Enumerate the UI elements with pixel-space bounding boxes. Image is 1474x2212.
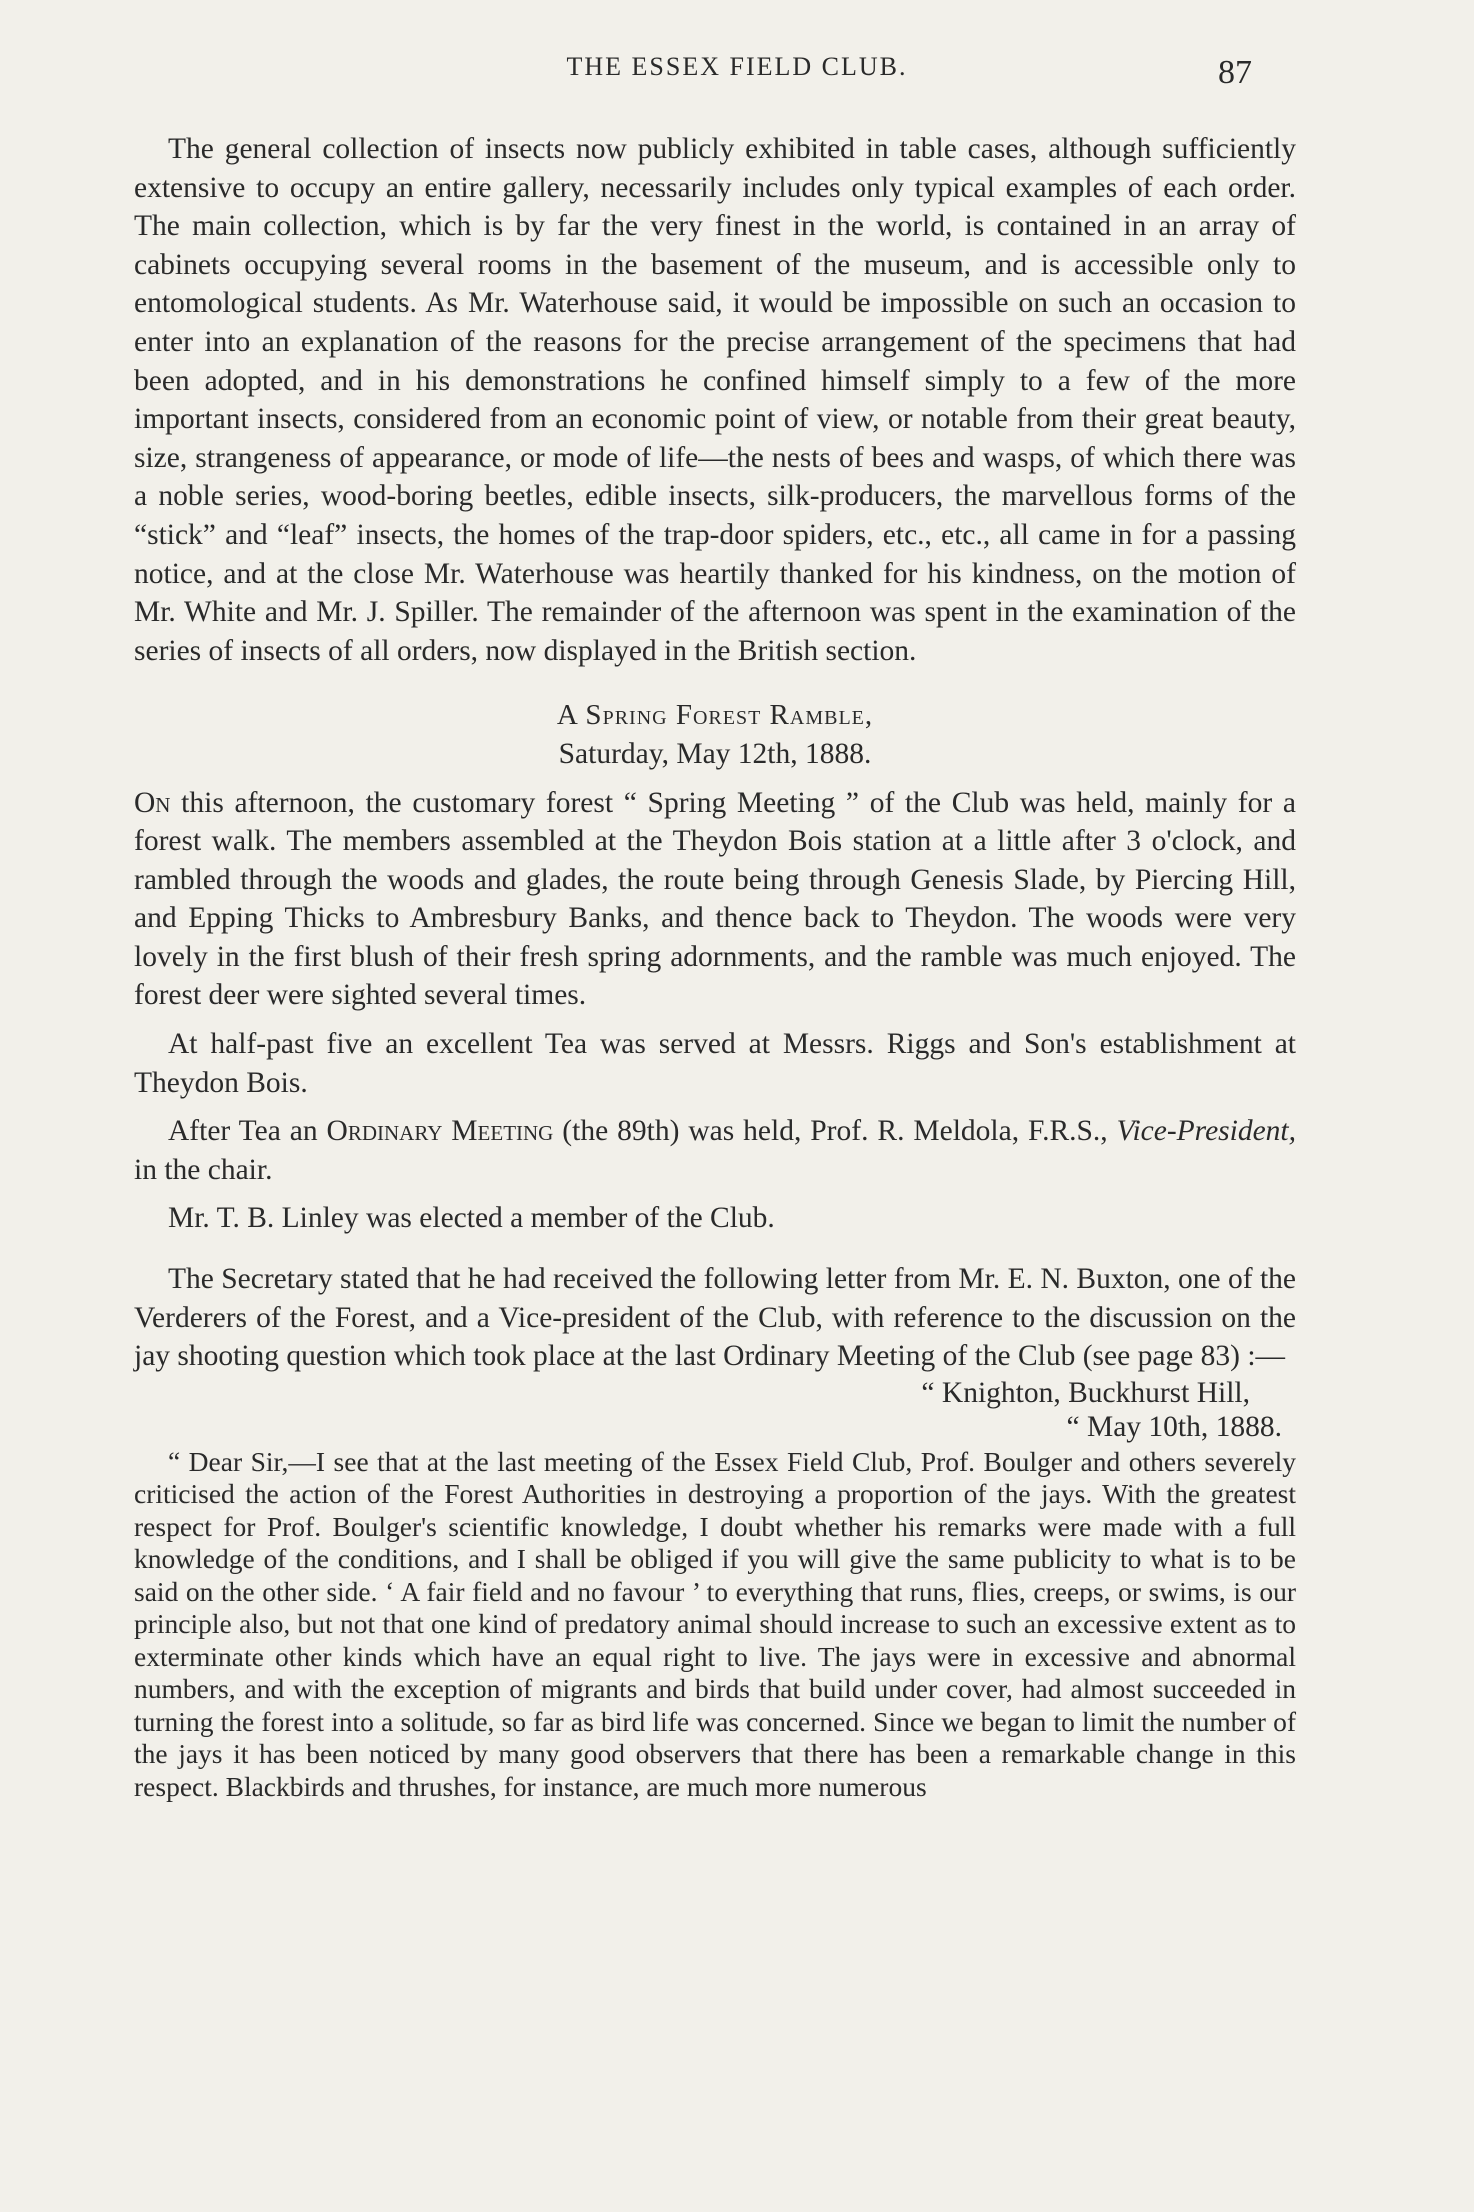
paragraph-ordinary-meeting xyxy=(134,1112,1296,1189)
letter-date: “ May 10th, 1888. xyxy=(1066,1410,1282,1443)
meeting-text-c: in the chair. xyxy=(134,1153,273,1186)
section-title xyxy=(134,696,1296,735)
chair-role: Vice-President, xyxy=(1116,1115,1297,1148)
page-number: 87 xyxy=(1218,54,1252,91)
paragraph-secretary-letter: The Secretary stated that he had received the following letter from Mr. E. N. Buxton, one of the Verderers of the Forest, and a Vice-president of the Club, with reference to the discussion on the jay shooting question which took place at the last Ordinary Meeting of the Club (see page 83) :— xyxy=(134,1263,1297,1373)
section-title-text: A Spring Forest Ramble, xyxy=(556,699,874,732)
meeting-text-a: After Tea an xyxy=(168,1115,327,1148)
paragraph-spring-meeting-text: this afternoon, the customary forest “ Spring Meeting ” of the Club was held, mainly for a forest walk. The members assembled at the Theydon Bois station at a little after 3 o'clock, and rambled through the woods and glades, the route being through Genesis Slade, by Piercing Hill, and Epping Thicks to Ambresbury Banks, and thence back to Theydon. The woods were very lovely in the first blush of their fresh spring adornments, and the ramble was much enjoyed. The forest deer were sighted several times. xyxy=(134,786,1296,1012)
paragraph-tea: At half-past five an excellent Tea was served at Messrs. Riggs and Son's establishment at Theydon Bois. xyxy=(134,1028,1296,1099)
meeting-text-b: (the 89th) was held, Prof. R. Meldola, F.R.S., xyxy=(553,1115,1117,1148)
section-date: Saturday, May 12th, 1888. xyxy=(558,737,872,770)
paragraph-spring-meeting xyxy=(134,784,1296,1016)
paragraph-insect-collection: The general collection of insects now publicly exhibited in table cases, although sufficiently extensive to occupy an entire gallery, necessarily includes only typical examples of each order. The main collection, which is by far the very finest in the world, is contained in an array of cabinets occupying several rooms in the basement of the museum, and is accessible only to entomological students. As Mr. Waterhouse said, it would be impossible on such an occasion to enter into an explanation of the reasons for the precise arrangement of the specimens that had been adopted, and in his demonstrations he confined himself simply to a few of the more important insects, considered from an economic point of view, or notable from their great beauty, size, strangeness of appearance, or mode of life—the nests of bees and wasps, of which there was a noble series, wood-boring beetles, edible insects, silk-producers, the marvellous forms of the “stick” and “leaf” insects, the homes of the trap-door spiders, etc., etc., all came in for a passing notice, and at the close Mr. Waterhouse was heartily thanked for his kindness, on the motion of Mr. White and Mr. J. Spiller. The remainder of the afternoon was spent in the examination of the series of insects of all orders, now displayed in the British section. xyxy=(134,133,1296,667)
paragraph-new-member: Mr. T. B. Linley was elected a member of the Club. xyxy=(168,1202,775,1235)
running-title: THE ESSEX FIELD CLUB. xyxy=(566,52,908,81)
letter-heading xyxy=(134,1376,1296,1444)
letter-address: “ Knighton, Buckhurst Hill, xyxy=(921,1376,1250,1409)
letter-body: “ Dear Sir,—I see that at the last meeting of the Essex Field Club, Prof. Boulger and others severely criticised the action of the Forest Authorities in destroying a proportion of the jays. With the greatest respect for Prof. Boulger's scientific knowledge, I doubt whether his remarks were made with a full knowledge of the conditions, and I shall be obliged if you will give the same publicity to what is to be said on the other side. ‘ A fair field and no favour ’ to everything that runs, flies, creeps, or swims, is our principle also, but not that one kind of predatory animal should increase to such an excessive extent as to exterminate other kinds which have an equal right to live. The jays were in excessive and abnormal numbers, and with the exception of migrants and birds that build under cover, had almost succeeded in turning the forest into a solitude, so far as bird life was concerned. Since we began to limit the number of the jays it has been noticed by many good observers that there has been a remarkable change in this respect. Blackbirds and thrushes, for instance, are much more numerous xyxy=(134,1445,1296,1802)
meeting-name: Ordinary Meeting xyxy=(326,1115,554,1148)
body-text xyxy=(134,130,1296,1803)
paragraph-lead-word: On xyxy=(134,786,171,819)
